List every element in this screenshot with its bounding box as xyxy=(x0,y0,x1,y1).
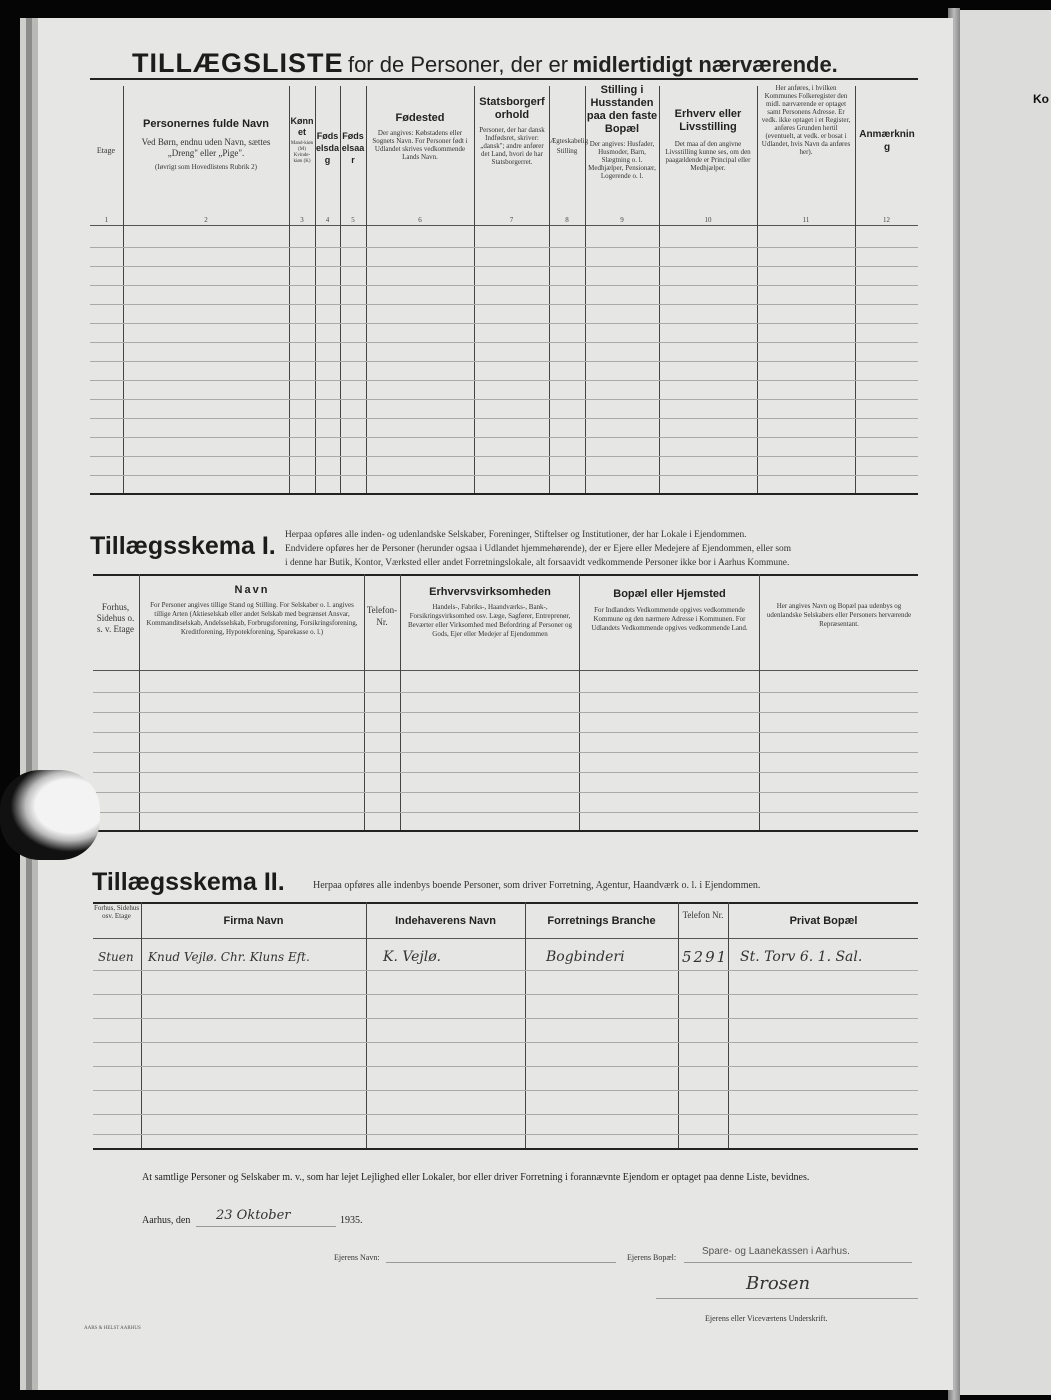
printer-mark: AARS & HELST AARHUS xyxy=(84,1326,141,1331)
skema1-border-top xyxy=(93,574,918,576)
writing-line xyxy=(93,970,918,971)
top-head-folkeregister xyxy=(759,84,853,156)
header-title: Stilling i Husstanden paa den faste Bopæl xyxy=(586,84,658,135)
header-text: For Indlandets Vedkommende opgives vedkommende Kommune og den nærmere Adresse i Kommunen. For Udlandets Vedkommende opgives vedkommende Land. xyxy=(591,606,748,632)
header-text: Der angives: Husfader, Husmoder, Barn, Slægtning o. l. Medhjælper, Pensionær, Logerende o. l. xyxy=(588,140,656,180)
writing-line xyxy=(93,1114,918,1115)
top-head-anmaerkning xyxy=(857,128,917,154)
column-number: 6 xyxy=(418,216,422,224)
header-text: Mand-kiøn (M) Kvinde-kiøn (K) xyxy=(290,141,314,164)
skema1-desc-line: Endvidere opføres her de Personer (herunder ogsaa i Udlandet hjemmehørende), der er Ejere eller Medejere af Ejendommen, eller som xyxy=(285,544,792,554)
entry-bopael: St. Torv 6. 1. Sal. xyxy=(740,949,863,965)
footer-year: 1935. xyxy=(340,1215,363,1226)
skema1-desc-line: i denne har Butik, Kontor, Værksted eller andet Forretningslokale, alt forsaavidt vedkommende Personer ikke bor i Aarhus Kommune. xyxy=(285,558,790,568)
skema2-col-divider xyxy=(728,902,729,1148)
column-number: 11 xyxy=(802,216,810,224)
owner-name-label: Ejerens Navn: xyxy=(334,1253,380,1262)
column-number: 9 xyxy=(620,216,624,224)
next-page-text: Ko xyxy=(1033,92,1049,106)
skema2-title: Tillægsskema II. xyxy=(92,868,285,896)
writing-line xyxy=(93,1090,918,1091)
top-col-divider xyxy=(757,86,758,493)
column-number: 1 xyxy=(104,216,109,224)
header-title: Fødested xyxy=(395,112,445,124)
top-head-aegteskab xyxy=(550,136,589,156)
header-title: Bopæl eller Hjemsted xyxy=(613,588,726,600)
footer-declaration: At samtlige Personer og Selskaber m. v., som har lejet Lejlighed eller Lokaler, bor eller driver Forretning i forannævnte Ejendom er optaget paa denne Liste, bevidnes. xyxy=(142,1172,810,1183)
top-head-etage xyxy=(90,146,122,155)
skema2-col-divider xyxy=(678,902,679,1148)
date-line xyxy=(196,1226,336,1227)
entry-firma: Knud Vejlø. Chr. Kluns Eft. xyxy=(148,950,310,964)
writing-line xyxy=(93,1066,918,1067)
page-title-rest: for de Personer, der er xyxy=(347,52,569,77)
top-col-divider xyxy=(855,86,856,493)
skema2-col-divider xyxy=(366,902,367,1148)
footer-date-hand: 23 Oktober xyxy=(216,1208,291,1223)
owner-name-line xyxy=(386,1262,616,1263)
column-number: 8 xyxy=(565,216,569,224)
writing-line xyxy=(93,712,918,713)
header-text: Etage xyxy=(96,146,116,155)
skema2-col-divider xyxy=(525,902,526,1148)
skema1-head-navn xyxy=(142,584,362,637)
top-head-foedselsaar xyxy=(341,130,365,166)
top-head-foedested xyxy=(369,112,471,161)
writing-line xyxy=(90,380,918,381)
top-head-navn xyxy=(126,118,286,172)
skema2-border-bottom xyxy=(93,1148,918,1150)
top-head-foedselsdag xyxy=(316,130,339,166)
page-title xyxy=(132,48,932,79)
header-title: Fødselsaar xyxy=(341,131,365,165)
writing-line xyxy=(93,692,918,693)
skema1-head-telefon xyxy=(365,604,399,628)
header-title: Navn xyxy=(234,584,270,596)
entry-branche: Bogbinderi xyxy=(546,949,625,965)
skema1-title: Tillægsskema I. xyxy=(90,532,276,560)
writing-line xyxy=(93,1018,918,1019)
signature-line xyxy=(656,1298,918,1299)
column-number: 7 xyxy=(509,216,514,224)
writing-line xyxy=(90,342,918,343)
owner-addr-label: Ejerens Bopæl: xyxy=(627,1253,677,1262)
column-number: 10 xyxy=(704,216,712,224)
form-page xyxy=(38,18,953,1390)
skema2-head-bopael: Privat Bopæl xyxy=(789,915,858,927)
top-table-border-bottom xyxy=(90,493,918,495)
writing-line xyxy=(90,247,918,248)
writing-line xyxy=(90,361,918,362)
writing-line xyxy=(93,1042,918,1043)
thumb-holding-page xyxy=(0,770,100,860)
skema1-head-erhverv xyxy=(403,586,577,639)
writing-line xyxy=(93,752,918,753)
top-head-statsborger xyxy=(477,96,547,166)
skema1-description xyxy=(285,528,920,570)
writing-line xyxy=(93,994,918,995)
header-text: Her angives Navn og Bopæl paa udenbys og udenlandske Selskabers eller Personers herværende Repræsentant. xyxy=(766,602,912,628)
header-text: For Personer angives tillige Stand og Stilling. For Selskaber o. l. angives tillige Arten (Aktieselskab eller andet Selskab med begrænset Ansvar, Kommanditselskab, Andelsselskab, Forbrugsforening, Forsikringsforening, Kreditforening, Hypotekforening, Sparekasse o. l.) xyxy=(146,601,358,636)
column-number: 2 xyxy=(204,216,208,224)
top-table-header-bottom xyxy=(90,225,918,226)
skema2-head-firma: Firma Navn xyxy=(223,915,284,927)
owner-addr-stamp: Spare- og Laanekassen i Aarhus. xyxy=(702,1246,850,1257)
writing-line xyxy=(93,772,918,773)
header-text: Der angives: Købstadens eller Sognets Navn. For Personer født i Udlandet skrives vedkommende Lands Navn. xyxy=(372,129,468,161)
header-text: Handels-, Fabriks-, Haandværks-, Bank-, Forsikringsvirksomhed osv. Læge, Sagfører, Entreprenør, Beværter eller Virksomhed med Befordring af Personer og Gods, Ejer eller Medejer af Ejendommen xyxy=(407,603,573,638)
column-number: 12 xyxy=(883,216,890,224)
writing-line xyxy=(93,792,918,793)
header-text: Personer, der har dansk Indfødsret, skriver: „dansk"; andre anfører det Land, hvori de har Statsborgerret. xyxy=(479,126,545,166)
writing-line xyxy=(90,304,918,305)
writing-line xyxy=(90,399,918,400)
header-title: Statsborgerforhold xyxy=(479,96,545,121)
column-number: 3 xyxy=(300,216,304,224)
header-title: Erhverv eller Livsstilling xyxy=(674,108,742,133)
writing-line xyxy=(90,285,918,286)
skema2-head-indehaver: Indehaverens Navn xyxy=(395,915,496,927)
skema2-header-bottom xyxy=(93,938,918,939)
entry-etage: Stuen xyxy=(98,950,134,964)
writing-line xyxy=(93,732,918,733)
top-head-koen xyxy=(290,116,314,165)
writing-line xyxy=(90,437,918,438)
header-title: Personernes fulde Navn xyxy=(143,118,269,130)
writing-line xyxy=(93,812,918,813)
writing-line xyxy=(90,323,918,324)
header-text: Forhus, Sidehus o. s. v. Etage xyxy=(96,602,135,634)
skema2-head-etage: Forhus, Sidehus osv. Etage xyxy=(93,904,140,920)
entry-indehaver: K. Vejlø. xyxy=(383,949,441,965)
footer-city-label: Aarhus, den xyxy=(142,1215,191,1226)
skema2-col-divider xyxy=(141,902,142,1148)
top-head-stilling xyxy=(586,84,658,180)
top-col-divider xyxy=(123,86,124,493)
column-number: 4 xyxy=(325,216,330,224)
next-page xyxy=(958,10,1051,1395)
header-title: Erhvervsvirksomheden xyxy=(429,586,551,598)
header-title: Anmærkning xyxy=(859,129,915,153)
top-table-border-top xyxy=(90,78,918,80)
skema2-head-branche: Forretnings Branche xyxy=(547,915,656,927)
owner-addr-line xyxy=(684,1262,912,1263)
writing-line xyxy=(90,475,918,476)
page-title-main: TILLÆGSLISTE xyxy=(132,48,344,78)
writing-line xyxy=(90,418,918,419)
skema2-head-telefon: Telefon Nr. xyxy=(682,910,724,920)
column-number: 5 xyxy=(351,216,355,224)
skema1-desc-line: Herpaa opføres alle inden- og udenlandske Selskaber, Foreninger, Stiftelser og Institutioner, der har Lokale i Ejendommen. xyxy=(285,530,747,540)
page-title-bold-tail: midlertidigt nærværende. xyxy=(572,52,838,77)
top-col-divider xyxy=(474,86,475,493)
header-text: Her anføres, i hvilken Kommunes Folkeregister den midl. nærværende er optaget samt Personens Adresse. Er vedk. ikke optaget i et Register, anføres Grunden hertil (eventuelt, at vedk. er bosat i Udlandet, hvis Navn da anføres her). xyxy=(761,84,851,156)
header-text: Ved Børn, endnu uden Navn, sættes „Dreng" eller „Pige". xyxy=(141,137,271,158)
writing-line xyxy=(90,456,918,457)
skema1-head-repraesentant xyxy=(762,602,916,629)
skema1-header-bottom xyxy=(93,670,918,671)
skema1-border-bottom xyxy=(93,830,918,832)
header-text: Telefon-Nr. xyxy=(366,605,398,627)
header-text: Ægteskabelig Stilling xyxy=(550,137,589,155)
top-col-divider xyxy=(659,86,660,493)
entry-telefon: 5291 xyxy=(682,948,729,966)
top-head-erhverv xyxy=(661,108,755,172)
skema1-head-bopael xyxy=(582,588,757,633)
header-title: Kønnet xyxy=(290,116,314,137)
signature-caption: Ejerens eller Viceværtens Underskrift. xyxy=(705,1314,828,1323)
header-note: (Iøvrigt som Hovedlistens Rubrik 2) xyxy=(155,163,257,171)
writing-line xyxy=(93,1134,918,1135)
skema2-description: Herpaa opføres alle indenbys boende Personer, som driver Forretning, Agentur, Haandværk o. l. i Ejendommen. xyxy=(313,880,761,891)
top-col-divider xyxy=(366,86,367,493)
skema1-head-etage xyxy=(93,602,138,635)
owner-signature: Brosen xyxy=(746,1273,811,1294)
header-title: Fødselsdag xyxy=(316,131,340,165)
writing-line xyxy=(90,266,918,267)
header-text: Det maa af den angivne Livsstilling kunne ses, om den paagældende er Principal eller Medhjælper. xyxy=(665,140,751,172)
skema2-border-top xyxy=(93,902,918,904)
